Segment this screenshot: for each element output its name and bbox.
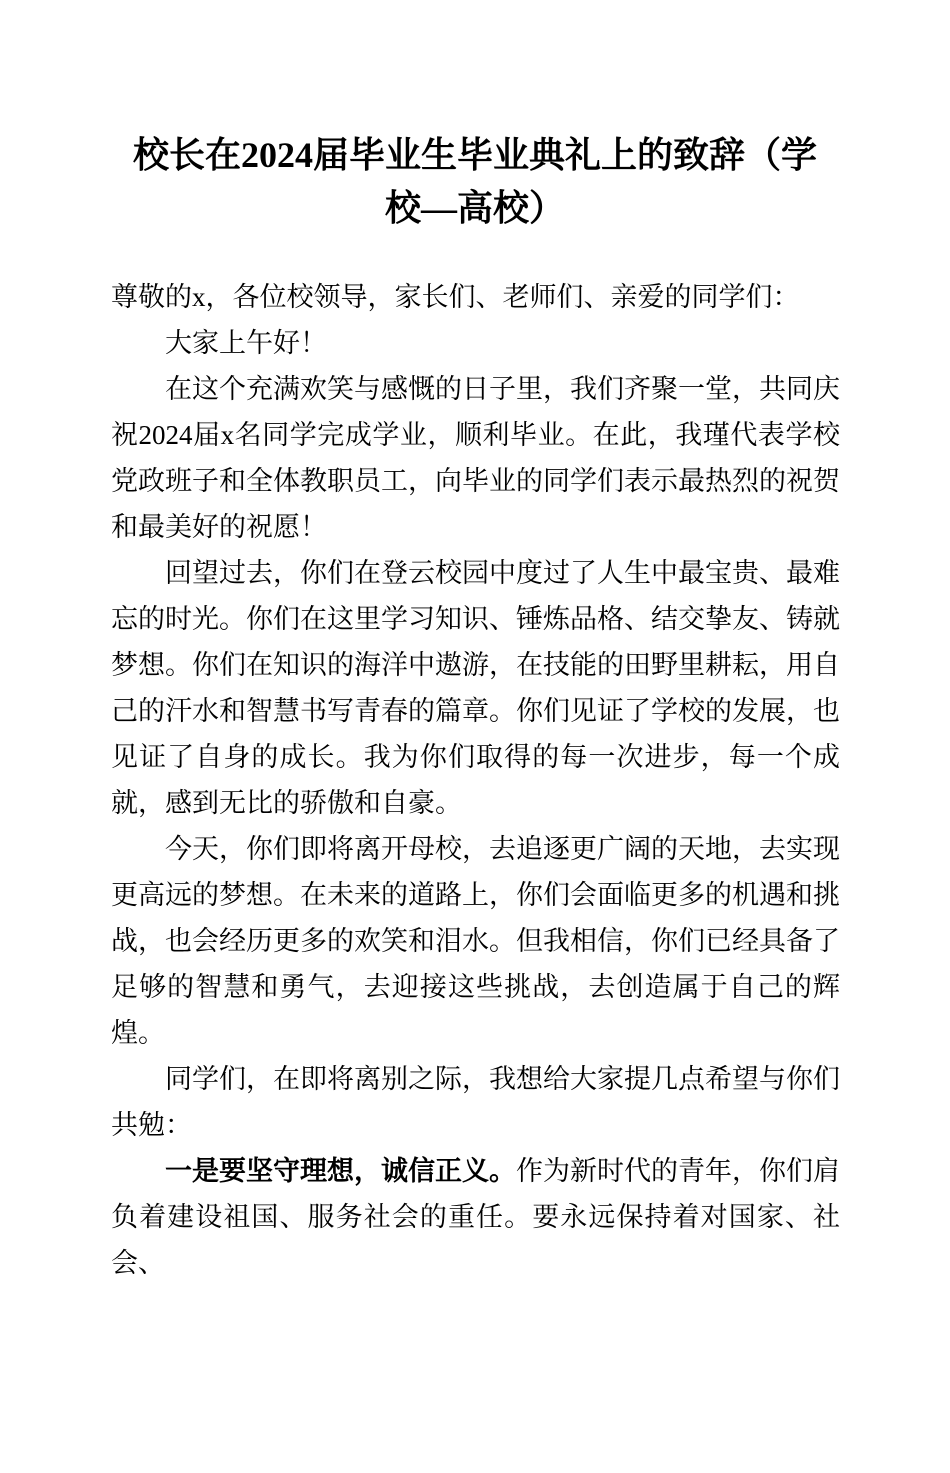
document-page bbox=[0, 129, 950, 1473]
paragraph-salutation: 尊敬的x，各位校领导，家长们、老师们、亲爱的同学们： bbox=[111, 282, 800, 312]
paragraph-hope-one-body: 作为新时代的青年，你们肩负着建设祖国、服务社会的重任。要永远保持着对国家、社会、 bbox=[111, 1156, 840, 1278]
document-body bbox=[111, 274, 840, 1286]
paragraph-leaving: 今天，你们即将离开母校，去追逐更广阔的天地，去实现更高远的梦想。在未来的道路上，你们会面临更多的机遇和挑战，也会经历更多的欢笑和泪水。但我相信，你们已经具备了足够的智慧和勇气，去迎接这些挑战，去创造属于自己的辉煌。 bbox=[111, 834, 840, 1048]
paragraph-congratulations: 在这个充满欢笑与感慨的日子里，我们齐聚一堂，共同庆祝2024届x名同学完成学业，顺利毕业。在此，我瑾代表学校党政班子和全体教职员工，向毕业的同学们表示最热烈的祝贺和最美好的祝愿！ bbox=[111, 374, 840, 542]
paragraph-hope-one bbox=[111, 1148, 840, 1286]
paragraph-greeting: 大家上午好！ bbox=[165, 328, 327, 358]
paragraph-hopes-intro: 同学们，在即将离别之际，我想给大家提几点希望与你们共勉： bbox=[111, 1064, 840, 1140]
paragraph-hope-one-lead: 一是要坚守理想，诚信正义。 bbox=[165, 1156, 516, 1186]
page-title: 校长在2024届毕业生毕业典礼上的致辞（学校—高校） bbox=[132, 135, 817, 228]
paragraph-looking-back: 回望过去，你们在登云校园中度过了人生中最宝贵、最难忘的时光。你们在这里学习知识、锤炼品格、结交挚友、铸就梦想。你们在知识的海洋中遨游，在技能的田野里耕耘，用自己的汗水和智慧书写青春的篇章。你们见证了学校的发展，也见证了自身的成长。我为你们取得的每一次进步，每一个成就，感到无比的骄傲和自豪。 bbox=[111, 558, 840, 818]
